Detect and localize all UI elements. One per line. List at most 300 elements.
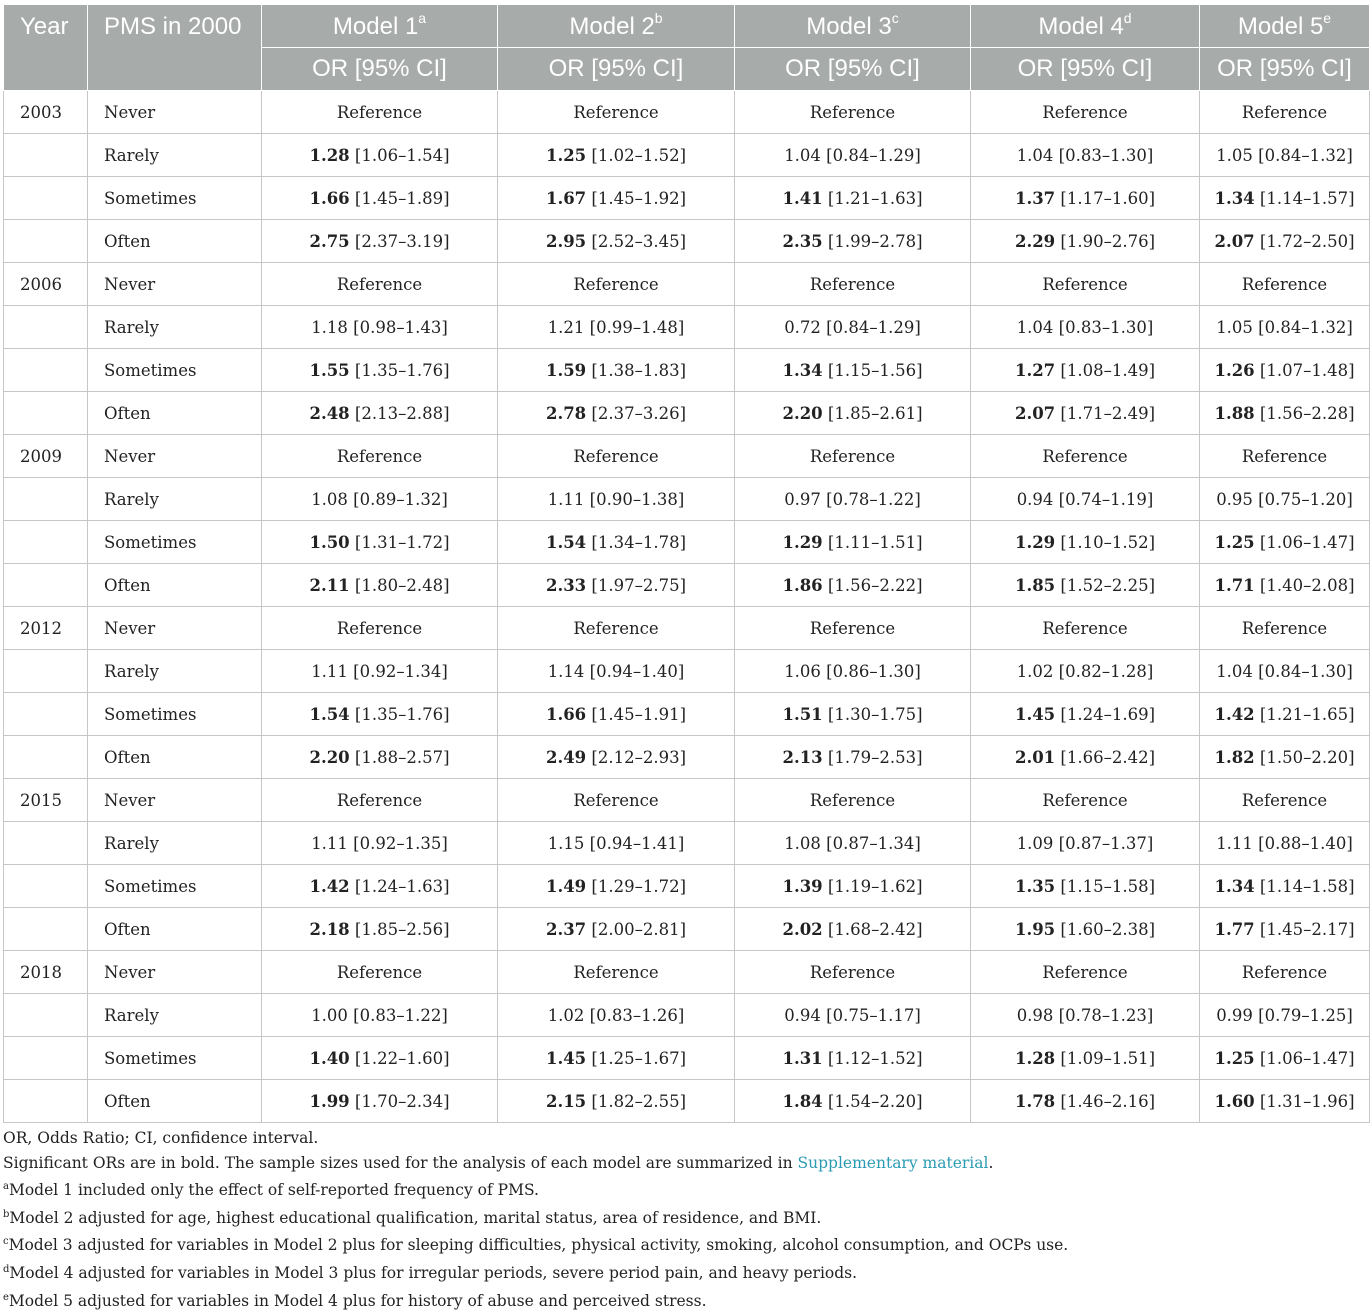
odds-ratio-cell [262, 91, 498, 134]
confidence-interval: [1.14–1.57] [1254, 188, 1355, 208]
confidence-interval: [1.14–1.58] [1254, 876, 1355, 896]
or-estimate: 1.26 [1214, 360, 1255, 380]
confidence-interval: [1.66–2.42] [1055, 747, 1156, 767]
confidence-interval: [1.31–1.96] [1254, 1091, 1355, 1111]
odds-ratio-cell [262, 994, 498, 1037]
or-estimate: 1.29 [782, 532, 823, 552]
table-row [4, 607, 1370, 650]
confidence-interval: [1.45–2.17] [1254, 919, 1355, 939]
confidence-interval: [1.79–2.53] [822, 747, 923, 767]
odds-ratio-cell [262, 607, 498, 650]
odds-ratio-cell [735, 822, 971, 865]
confidence-interval: [1.70–2.34] [349, 1091, 450, 1111]
odds-ratio-cell [1200, 564, 1370, 607]
odds-ratio-cell [735, 908, 971, 951]
odds-ratio-cell [498, 693, 735, 736]
odds-ratio-cell [1200, 306, 1370, 349]
confidence-interval: [0.83–1.22] [347, 1005, 448, 1025]
confidence-interval: [0.84–1.32] [1252, 145, 1353, 165]
table-row [4, 220, 1370, 263]
odds-ratio-cell [498, 220, 735, 263]
confidence-interval: [1.22–1.60] [349, 1048, 450, 1068]
or-estimate: 1.35 [1014, 876, 1056, 896]
odds-ratio-cell [1200, 607, 1370, 650]
reference-label: Reference [573, 102, 659, 122]
pms-frequency-cell: Never [88, 951, 262, 994]
or-estimate: 1.14 [547, 661, 585, 681]
or-estimate: 2.95 [545, 231, 587, 251]
confidence-interval: [1.99–2.78] [822, 231, 923, 251]
confidence-interval: [0.99–1.48] [584, 317, 685, 337]
odds-ratio-cell [1200, 822, 1370, 865]
reference-label: Reference [809, 790, 896, 810]
reference-label: Reference [573, 962, 659, 982]
confidence-interval: [0.79–1.25] [1252, 1005, 1353, 1025]
reference-label: Reference [336, 446, 423, 466]
confidence-interval: [1.85–2.56] [349, 919, 450, 939]
or-estimate: 1.34 [782, 360, 823, 380]
model-1-header [262, 5, 498, 48]
confidence-interval: [1.56–2.28] [1254, 403, 1355, 423]
or-estimate: 1.11 [547, 489, 585, 509]
reference-label: Reference [336, 790, 423, 810]
model-3-footnote-mark: c [891, 9, 899, 26]
reference-label: Reference [1241, 790, 1328, 810]
reference-label: Reference [1042, 790, 1128, 810]
confidence-interval: [1.06–1.47] [1254, 532, 1355, 552]
confidence-interval: [1.52–2.25] [1055, 575, 1156, 595]
model-2-footnote-mark: b [654, 9, 663, 26]
reference-label: Reference [573, 446, 659, 466]
confidence-interval: [1.31–1.72] [349, 532, 450, 552]
or-estimate: 2.37 [545, 919, 587, 939]
odds-ratio-cell [971, 478, 1200, 521]
reference-label: Reference [1042, 274, 1128, 294]
or-estimate: 1.06 [784, 661, 821, 681]
pms-frequency-cell: Rarely [88, 994, 262, 1037]
or-estimate: 1.18 [311, 317, 348, 337]
confidence-interval: [1.56–2.22] [822, 575, 923, 595]
or-estimate: 0.98 [1016, 1005, 1054, 1025]
pms-frequency-cell: Sometimes [88, 177, 262, 220]
odds-ratio-cell [1200, 435, 1370, 478]
odds-ratio-cell [971, 779, 1200, 822]
odds-ratio-cell [498, 306, 735, 349]
odds-ratio-cell [971, 693, 1200, 736]
confidence-interval: [0.83–1.30] [1053, 145, 1154, 165]
reference-label: Reference [336, 618, 423, 638]
or-estimate: 0.97 [784, 489, 821, 509]
confidence-interval: [0.74–1.19] [1053, 489, 1154, 509]
odds-ratio-cell [498, 435, 735, 478]
or-estimate: 1.25 [545, 145, 587, 165]
confidence-interval: [1.50–2.20] [1254, 747, 1355, 767]
odds-ratio-cell [498, 134, 735, 177]
year-cell [4, 220, 88, 263]
or-estimate: 0.94 [784, 1005, 821, 1025]
year-cell [4, 994, 88, 1037]
table-row [4, 736, 1370, 779]
odds-ratio-cell [498, 349, 735, 392]
odds-ratio-cell [498, 607, 735, 650]
confidence-interval: [1.15–1.56] [822, 360, 923, 380]
odds-ratio-cell [735, 736, 971, 779]
odds-ratio-cell [1200, 779, 1370, 822]
odds-ratio-cell [498, 521, 735, 564]
or-estimate: 1.25 [1214, 1048, 1255, 1068]
odds-ratio-cell [735, 951, 971, 994]
table-row [4, 177, 1370, 220]
odds-ratio-cell [735, 693, 971, 736]
odds-ratio-cell [735, 607, 971, 650]
or-estimate: 1.04 [784, 145, 821, 165]
odds-ratio-cell [498, 392, 735, 435]
confidence-interval: [1.08–1.49] [1055, 360, 1156, 380]
pms-column-header: PMS in 2000 [88, 5, 262, 91]
odds-ratio-cell [498, 564, 735, 607]
or-estimate: 1.27 [1014, 360, 1056, 380]
or-estimate: 1.28 [1014, 1048, 1056, 1068]
odds-ratio-cell [1200, 736, 1370, 779]
or-estimate: 0.99 [1216, 1005, 1253, 1025]
or-estimate: 1.15 [547, 833, 585, 853]
confidence-interval: [1.21–1.63] [822, 188, 923, 208]
year-cell [4, 1080, 88, 1123]
odds-ratio-cell [971, 263, 1200, 306]
odds-ratio-cell [735, 779, 971, 822]
confidence-interval: [1.15–1.58] [1055, 876, 1156, 896]
pms-frequency-cell: Rarely [88, 650, 262, 693]
odds-ratio-cell [1200, 478, 1370, 521]
table-row [4, 521, 1370, 564]
year-cell [4, 349, 88, 392]
year-cell [4, 908, 88, 951]
confidence-interval: [2.37–3.26] [586, 403, 687, 423]
or-estimate: 2.20 [309, 747, 350, 767]
table-row [4, 1037, 1370, 1080]
footnote-c: $^c$Model 3 adjusted for variables in Model 2 plus for sleeping difficulties, physical activity, smoking, alcohol consumption, and OCPs use. [3, 1236, 1069, 1255]
odds-ratio-cell [735, 220, 971, 263]
year-cell [4, 306, 88, 349]
confidence-interval: [1.45–1.92] [586, 188, 687, 208]
odds-ratio-table [3, 4, 1370, 1123]
odds-ratio-cell [971, 306, 1200, 349]
odds-ratio-cell [1200, 650, 1370, 693]
confidence-interval: [1.45–1.91] [586, 704, 687, 724]
year-cell [4, 521, 88, 564]
table-row [4, 693, 1370, 736]
or-estimate: 1.54 [309, 704, 350, 724]
confidence-interval: [1.34–1.78] [586, 532, 687, 552]
reference-label: Reference [809, 618, 896, 638]
year-cell [4, 822, 88, 865]
confidence-interval: [1.21–1.65] [1254, 704, 1355, 724]
confidence-interval: [0.92–1.34] [347, 661, 448, 681]
reference-label: Reference [1241, 446, 1328, 466]
or-estimate: 2.11 [309, 575, 350, 595]
or-estimate: 0.72 [784, 317, 821, 337]
odds-ratio-cell [498, 1080, 735, 1123]
odds-ratio-cell [971, 177, 1200, 220]
reference-label: Reference [809, 962, 896, 982]
pms-frequency-cell: Often [88, 908, 262, 951]
or-estimate: 1.09 [1016, 833, 1054, 853]
reference-label: Reference [1042, 446, 1128, 466]
confidence-interval: [1.90–2.76] [1055, 231, 1156, 251]
confidence-interval: [1.24–1.69] [1055, 704, 1156, 724]
odds-ratio-cell [1200, 693, 1370, 736]
pms-frequency-cell: Sometimes [88, 349, 262, 392]
or-estimate: 1.11 [311, 661, 348, 681]
odds-ratio-cell [971, 220, 1200, 263]
confidence-interval: [0.92–1.35] [347, 833, 448, 853]
year-cell [4, 392, 88, 435]
table-row [4, 91, 1370, 134]
confidence-interval: [0.98–1.43] [347, 317, 448, 337]
or-estimate: 1.42 [1214, 704, 1255, 724]
reference-label: Reference [1241, 102, 1328, 122]
year-cell [4, 865, 88, 908]
confidence-interval: [0.88–1.40] [1252, 833, 1353, 853]
confidence-interval: [1.38–1.83] [586, 360, 687, 380]
confidence-interval: [0.78–1.22] [820, 489, 921, 509]
or-estimate: 1.28 [309, 145, 350, 165]
or-estimate: 0.94 [1016, 489, 1054, 509]
confidence-interval: [1.19–1.62] [822, 876, 923, 896]
odds-ratio-cell [262, 736, 498, 779]
odds-ratio-cell [262, 306, 498, 349]
or-estimate: 2.20 [782, 403, 823, 423]
or-estimate: 1.85 [1014, 575, 1056, 595]
confidence-interval: [1.45–1.89] [349, 188, 450, 208]
table-row [4, 779, 1370, 822]
odds-ratio-cell [262, 134, 498, 177]
or-estimate: 1.34 [1214, 876, 1255, 896]
confidence-interval: [1.35–1.76] [349, 704, 450, 724]
odds-ratio-cell [735, 1037, 971, 1080]
or-estimate: 1.66 [545, 704, 587, 724]
footnote-d: $^d$Model 4 adjusted for variables in Model 3 plus for irregular periods, severe period pain, and heavy periods. [3, 1263, 858, 1283]
or-estimate: 1.04 [1016, 145, 1054, 165]
or-estimate: 1.25 [1214, 532, 1255, 552]
table-row [4, 263, 1370, 306]
year-cell [4, 693, 88, 736]
confidence-interval: [1.25–1.67] [586, 1048, 687, 1068]
confidence-interval: [1.17–1.60] [1055, 188, 1156, 208]
or-estimate: 2.13 [782, 747, 823, 767]
or-estimate: 2.02 [782, 919, 823, 939]
pms-frequency-cell: Often [88, 220, 262, 263]
confidence-interval: [0.84–1.29] [820, 317, 921, 337]
year-cell: 2006 [4, 263, 88, 306]
odds-ratio-cell [262, 392, 498, 435]
odds-ratio-cell [1200, 177, 1370, 220]
reference-label: Reference [809, 102, 896, 122]
odds-ratio-cell [1200, 951, 1370, 994]
confidence-interval: [2.00–2.81] [586, 919, 687, 939]
or-estimate: 1.49 [545, 876, 587, 896]
confidence-interval: [1.46–2.16] [1055, 1091, 1156, 1111]
year-cell [4, 134, 88, 177]
odds-ratio-cell [498, 263, 735, 306]
confidence-interval: [1.85–2.61] [822, 403, 923, 423]
confidence-interval: [2.52–3.45] [586, 231, 687, 251]
odds-ratio-cell [971, 564, 1200, 607]
odds-ratio-cell [262, 650, 498, 693]
odds-ratio-cell [262, 263, 498, 306]
confidence-interval: [1.06–1.47] [1254, 1048, 1355, 1068]
odds-ratio-cell [262, 865, 498, 908]
odds-ratio-cell [735, 435, 971, 478]
model-2-header [498, 5, 735, 48]
odds-ratio-cell [735, 478, 971, 521]
odds-ratio-cell [262, 220, 498, 263]
pms-frequency-cell: Rarely [88, 822, 262, 865]
odds-ratio-cell [971, 1037, 1200, 1080]
reference-label: Reference [336, 274, 423, 294]
year-column-header: Year [4, 5, 88, 91]
model-5-header [1200, 5, 1370, 48]
or-estimate: 1.29 [1014, 532, 1056, 552]
confidence-interval: [2.12–2.93] [586, 747, 687, 767]
odds-ratio-cell [735, 564, 971, 607]
reference-label: Reference [809, 274, 896, 294]
confidence-interval: [1.60–2.38] [1055, 919, 1156, 939]
or-estimate: 1.39 [782, 876, 823, 896]
confidence-interval: [1.12–1.52] [822, 1048, 923, 1068]
or-estimate: 1.31 [782, 1048, 823, 1068]
or-estimate: 1.99 [309, 1091, 350, 1111]
model-3-label: Model 3 [806, 12, 892, 40]
pms-frequency-cell: Often [88, 564, 262, 607]
odds-ratio-cell [498, 822, 735, 865]
or-estimate: 2.75 [309, 231, 350, 251]
confidence-interval: [1.35–1.76] [349, 360, 450, 380]
or-estimate: 1.77 [1214, 919, 1255, 939]
odds-ratio-cell [971, 650, 1200, 693]
reference-label: Reference [336, 102, 423, 122]
odds-ratio-cell [1200, 994, 1370, 1037]
or-estimate: 1.11 [1216, 833, 1253, 853]
odds-ratio-cell [1200, 134, 1370, 177]
or-estimate: 2.29 [1014, 231, 1056, 251]
year-cell [4, 478, 88, 521]
supplementary-material-link[interactable]: Supplementary material [797, 1153, 989, 1172]
confidence-interval: [1.71–2.49] [1055, 403, 1156, 423]
odds-ratio-cell [735, 134, 971, 177]
odds-ratio-cell [1200, 908, 1370, 951]
odds-ratio-cell [1200, 1080, 1370, 1123]
odds-ratio-cell [735, 91, 971, 134]
reference-label: Reference [1241, 274, 1328, 294]
reference-label: Reference [573, 274, 659, 294]
odds-ratio-cell [498, 177, 735, 220]
confidence-interval: [0.83–1.26] [584, 1005, 685, 1025]
or-estimate: 1.40 [309, 1048, 350, 1068]
or-estimate: 1.04 [1016, 317, 1054, 337]
odds-ratio-cell [1200, 521, 1370, 564]
reference-label: Reference [809, 446, 896, 466]
odds-ratio-cell [498, 951, 735, 994]
or-estimate: 1.21 [547, 317, 585, 337]
pms-frequency-cell: Often [88, 736, 262, 779]
or-estimate: 2.15 [545, 1091, 587, 1111]
confidence-interval: [1.09–1.51] [1055, 1048, 1156, 1068]
confidence-interval: [0.82–1.28] [1053, 661, 1154, 681]
or-estimate: 1.04 [1216, 661, 1253, 681]
or-estimate: 1.37 [1014, 188, 1056, 208]
or-estimate: 1.55 [309, 360, 350, 380]
or-estimate: 2.07 [1014, 403, 1056, 423]
or-estimate: 1.05 [1216, 145, 1253, 165]
table-row [4, 865, 1370, 908]
odds-ratio-cell [262, 779, 498, 822]
odds-ratio-cell [1200, 392, 1370, 435]
or-estimate: 2.01 [1014, 747, 1056, 767]
table-row [4, 478, 1370, 521]
table-row [4, 349, 1370, 392]
odds-ratio-cell [735, 392, 971, 435]
or-estimate: 1.71 [1214, 575, 1255, 595]
odds-ratio-cell [971, 822, 1200, 865]
year-cell [4, 564, 88, 607]
or-estimate: 1.78 [1014, 1091, 1056, 1111]
odds-ratio-cell [262, 349, 498, 392]
odds-ratio-cell [971, 994, 1200, 1037]
odds-ratio-cell [498, 650, 735, 693]
year-cell: 2003 [4, 91, 88, 134]
odds-ratio-cell [262, 951, 498, 994]
confidence-interval: [0.84–1.29] [820, 145, 921, 165]
model-4-subheader: OR [95% CI] [971, 48, 1200, 91]
odds-ratio-cell [735, 865, 971, 908]
confidence-interval: [0.84–1.32] [1252, 317, 1353, 337]
reference-label: Reference [1042, 618, 1128, 638]
pms-frequency-cell: Sometimes [88, 693, 262, 736]
confidence-interval: [1.30–1.75] [822, 704, 923, 724]
model-3-header [735, 5, 971, 48]
or-estimate: 1.02 [1016, 661, 1054, 681]
odds-ratio-cell [1200, 349, 1370, 392]
or-estimate: 1.34 [1214, 188, 1255, 208]
table-row [4, 908, 1370, 951]
odds-ratio-cell [498, 1037, 735, 1080]
odds-ratio-cell [262, 908, 498, 951]
or-estimate: 1.45 [545, 1048, 587, 1068]
confidence-interval: [1.40–2.08] [1254, 575, 1355, 595]
odds-ratio-cell [498, 779, 735, 822]
footnote-b: $^b$Model 2 adjusted for age, highest educational qualification, marital status, area of residence, and BMI. [3, 1208, 822, 1227]
reference-label: Reference [573, 790, 659, 810]
pms-frequency-cell: Often [88, 392, 262, 435]
confidence-interval: [1.68–2.42] [822, 919, 923, 939]
or-estimate: 1.51 [782, 704, 823, 724]
odds-ratio-cell [1200, 865, 1370, 908]
pms-frequency-cell: Rarely [88, 478, 262, 521]
confidence-interval: [0.87–1.37] [1053, 833, 1154, 853]
confidence-interval: [1.88–2.57] [349, 747, 450, 767]
reference-label: Reference [336, 962, 423, 982]
reference-label: Reference [1042, 962, 1128, 982]
footnote-e: $^e$Model 5 adjusted for variables in Model 4 plus for history of abuse and perceived stress. [3, 1291, 707, 1310]
odds-ratio-cell [735, 177, 971, 220]
odds-ratio-cell [1200, 220, 1370, 263]
odds-ratio-cell [971, 349, 1200, 392]
confidence-interval: [1.06–1.54] [349, 145, 450, 165]
or-estimate: 2.07 [1214, 231, 1255, 251]
or-estimate: 2.48 [309, 403, 350, 423]
or-estimate: 1.42 [309, 876, 350, 896]
